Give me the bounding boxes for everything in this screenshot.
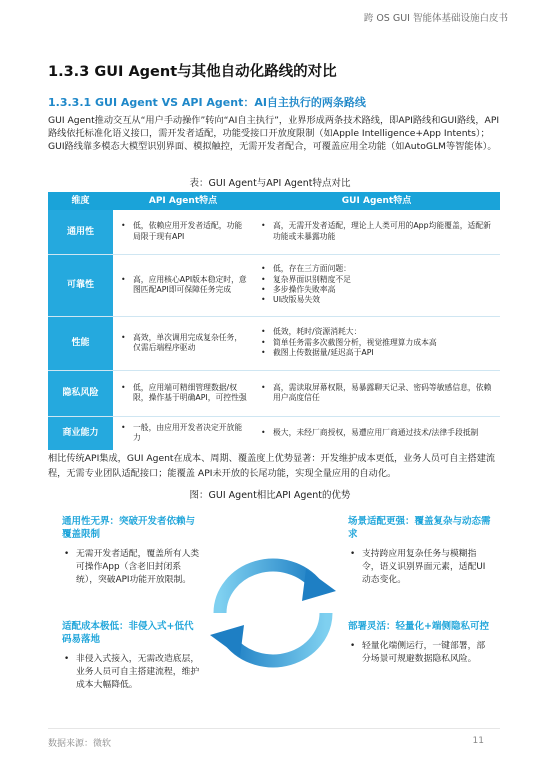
list-item: • 低，存在三方面问题： (259, 264, 494, 274)
page-number: 11 (472, 736, 484, 746)
list-item: • 高，无需开发者适配，理论上人类可用的App均能覆盖，适配新功能或未暴露功能 (259, 221, 494, 242)
list-item: • UI改版易失效 (259, 295, 494, 305)
gui-cell (253, 370, 500, 416)
cycle-arrows-graphic (198, 543, 348, 683)
quadrant-universality (62, 515, 202, 587)
table-caption: 表：GUI Agent与API Agent特点对比 (189, 178, 351, 189)
list-item: • 高效，单次调用完成复杂任务，仅需后端程序驱动 (119, 333, 247, 354)
gui-cell (253, 210, 500, 254)
list-item: • 多步操作失败率高 (259, 285, 494, 295)
row-dimension: 隐私风险 (48, 370, 113, 416)
running-header: 跨 OS GUI 智能体基础设施白皮书 (363, 13, 508, 24)
list-item: • 支持跨应用复杂任务与模糊指令，语义识别界面元素，适配UI动态变化。 (348, 548, 493, 587)
cycle-arrow-bottom-icon (210, 613, 326, 661)
summary-paragraph: 相比传统API集成，GUI Agent在成本、周期、覆盖度上优势显著：开发维护成本更低，业务人员可自主搭建流程，无需专业团队适配接口；能覆盖 API未开放的长尾功能，实现全量应用的自动化。 (48, 453, 496, 479)
api-cell (113, 370, 253, 416)
list-item: • 一般，由应用开发者决定开放能力 (119, 423, 247, 444)
api-cell (113, 210, 253, 254)
row-dimension: 通用性 (48, 210, 113, 254)
list-item: • 无需开发者适配，覆盖所有人类可操作App（含老旧封闭系统），突破API功能开放限制。 (62, 548, 202, 587)
advantages-figure (48, 505, 500, 723)
section-subtitle: 1.3.3.1 GUI Agent VS API Agent：AI自主执行的两条路线 (48, 96, 366, 109)
section-title: 1.3.3 GUI Agent与其他自动化路线的对比 (48, 64, 337, 80)
quadrant-title: 通用性无界：突破开发者依赖与覆盖限制 (62, 516, 196, 540)
header-gui: GUI Agent特点 (253, 192, 500, 210)
footer-divider (48, 728, 500, 729)
list-item: • 非侵入式接入，无需改造底层，业务人员可自主搭建流程，维护成本大幅降低。 (62, 653, 202, 692)
list-item: • 低，依赖应用开发者适配，功能局限于现有API (119, 221, 247, 242)
table-row (48, 210, 500, 254)
list-item: • 截图上传数据量/延迟高于API (259, 348, 494, 358)
list-item: • 低效，耗时/资源消耗大： (259, 327, 494, 337)
list-item: • 复杂界面识别精度不足 (259, 275, 494, 285)
gui-cell (253, 316, 500, 370)
api-cell (113, 316, 253, 370)
table-row (48, 316, 500, 370)
cycle-arrow-top-icon (220, 565, 336, 613)
api-cell (113, 254, 253, 316)
table-row (48, 254, 500, 316)
list-item: • 极大，未经厂商授权，易遭应用厂商通过技术/法律手段抵制 (259, 428, 494, 438)
row-dimension: 性能 (48, 316, 113, 370)
quadrant-title: 适配成本极低：非侵入式+低代码易落地 (62, 621, 194, 645)
list-item: • 高，应用核心API版本稳定时，意图匹配API即可保障任务完成 (119, 275, 247, 296)
row-dimension: 可靠性 (48, 254, 113, 316)
list-item: • 简单任务需多次截图分析，视觉推理算力成本高 (259, 338, 494, 348)
quadrant-title: 部署灵活：轻量化+端侧隐私可控 (348, 621, 489, 632)
list-item: • 高，需读取屏幕权限，易暴露聊天记录、密码等敏感信息，依赖用户高度信任 (259, 383, 494, 404)
header-api: API Agent特点 (113, 192, 253, 210)
gui-cell (253, 254, 500, 316)
gui-cell (253, 416, 500, 450)
table-header-row (48, 192, 500, 210)
quadrant-scenario (348, 515, 493, 587)
quadrant-deployment (348, 620, 493, 666)
table-row (48, 416, 500, 450)
quadrant-title: 场景适配更强：覆盖复杂与动态需求 (348, 516, 491, 540)
api-cell (113, 416, 253, 450)
list-item: • 轻量化端侧运行，一键部署，部分场景可规避数据隐私风险。 (348, 640, 493, 666)
figure-caption: 图：GUI Agent相比API Agent的优势 (189, 490, 351, 501)
list-item: • 低，应用端可精细管理数据/权限，操作基于明确API，可控性强 (119, 383, 247, 404)
comparison-table (48, 192, 500, 450)
row-dimension: 商业能力 (48, 416, 113, 450)
table-row (48, 370, 500, 416)
data-source: 数据来源：微软 (48, 739, 112, 749)
intro-paragraph: GUI Agent推动交互从“用户手动操作”转向“AI自主执行”，业界形成两条技术路线，即API路线和GUI路线，API路线依托标准化语义接口，需开发者适配，功能受接口开放度限制（如Apple Intelligence+App Intents）；GUI路线靠多模态大模型识别界面、模拟触控，无需开发者配合，可覆盖应用全功能（如AutoGLM等智能体）。 (48, 115, 500, 152)
header-dimension: 维度 (48, 192, 113, 210)
quadrant-cost (62, 620, 202, 692)
